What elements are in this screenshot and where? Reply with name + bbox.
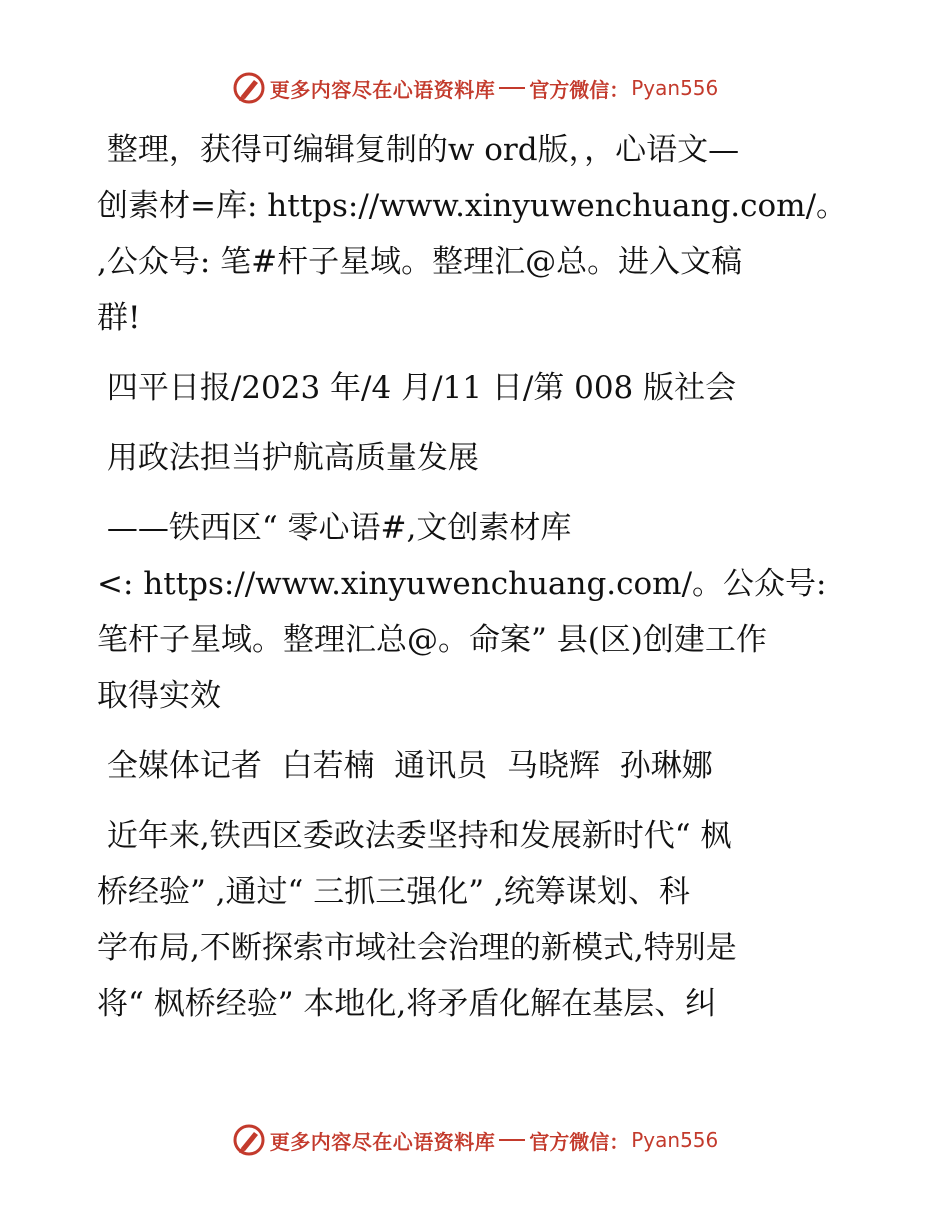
byline: 全媒体记者 白若楠 通讯员 马晓辉 孙琳娜 [97, 748, 713, 784]
subtitle-line: 取得实效 [97, 678, 221, 714]
site-name: 更多内容尽在心语资料库 [269, 1129, 496, 1154]
banner-divider [499, 87, 525, 89]
subtitle-line: <: https://www.xinyuwenchuang.com/。公众号: [97, 566, 827, 602]
intro-line: 群! [97, 300, 141, 336]
document-body [97, 122, 857, 1032]
subtitle-line: 笔杆子星域。整理汇总@。命案” 县(区)创建工作 [97, 622, 767, 658]
body-line: 学布局,不断探索市域社会治理的新模式,特别是 [97, 930, 737, 966]
body-line: 桥经验” ,通过“ 三抓三强化” ,统筹谋划、科 [97, 874, 690, 910]
wechat-handle: Pyan556 [631, 76, 719, 100]
headline: 用政法担当护航高质量发展 [97, 440, 479, 476]
body-line: 近年来,铁西区委政法委坚持和发展新时代“ 枫 [97, 818, 732, 854]
site-name: 更多内容尽在心语资料库 [269, 77, 496, 102]
intro-line: 整理，获得可编辑复制的w ord版，，心语文— [97, 132, 740, 168]
header-banner [0, 68, 950, 108]
intro-line: 创素材=库: https://www.xinyuwenchuang.com/。 [97, 188, 848, 224]
subtitle-line: ——铁西区“ 零心语#,文创素材库 [97, 510, 572, 546]
pen-circle-logo-icon [232, 1123, 266, 1157]
banner-divider [499, 1139, 525, 1141]
body-line: 将“ 枫桥经验” 本地化,将矛盾化解在基层、纠 [97, 986, 717, 1022]
official-wechat-label: 官方微信： [529, 1129, 630, 1154]
wechat-handle: Pyan556 [631, 1128, 719, 1152]
footer-banner [0, 1120, 950, 1160]
source-line: 四平日报/2023 年/4 月/11 日/第 008 版社会 [97, 370, 737, 406]
official-wechat-label: 官方微信： [529, 77, 630, 102]
intro-line: ,公众号: 笔#杆子星域。整理汇@总。进入文稿 [97, 244, 743, 280]
pen-circle-logo-icon [232, 71, 266, 105]
